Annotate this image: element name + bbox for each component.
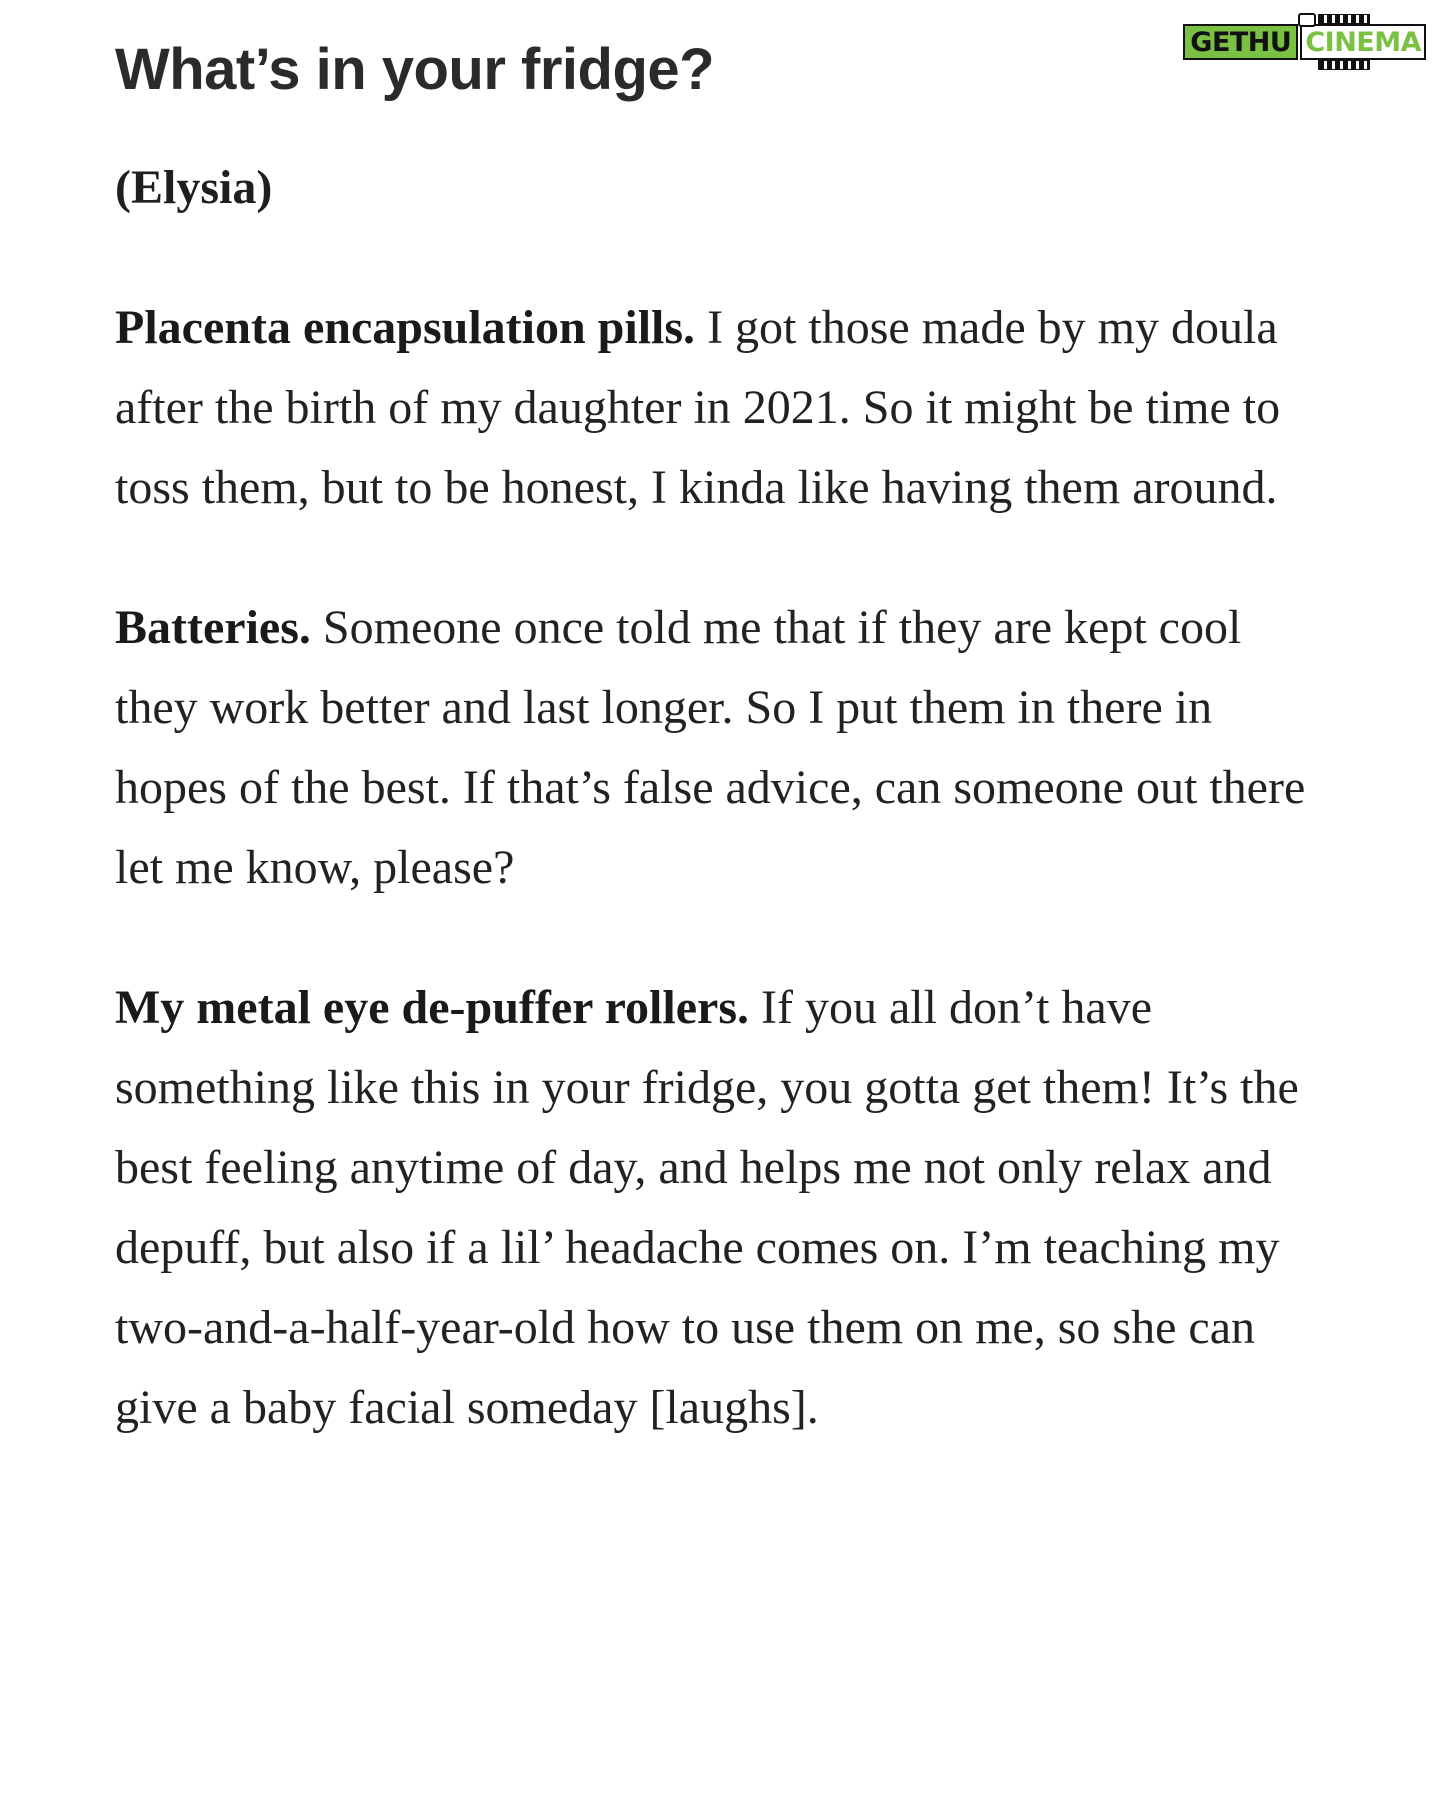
film-strip-icon — [1318, 14, 1370, 24]
answer-item-title: Batteries. — [115, 601, 311, 654]
speaker-byline: (Elysia) — [115, 161, 273, 214]
camera-icon — [1298, 13, 1316, 27]
answer-paragraph — [115, 968, 1330, 1448]
answer-item-text: If you all don’t have something like this in your fridge, you gotta get them! It’s the best feeling anytime of day, and helps me not only relax and depuff, but also if a lil’ headache comes on. I’m teaching my two-and-a-half-year-old how to use them on me, so she can give a baby facial someday [laughs]. — [115, 981, 1299, 1434]
answer-item-text: Someone once told me that if they are kept cool they work better and last longer. So I put them in there in hopes of the best. If that’s false advice, can someone out there let me know, please? — [115, 601, 1306, 894]
answer-item-text: I got those made by my doula after the birth of my daughter in 2021. So it might be time to toss them, but to be honest, I kinda like having them around. — [115, 301, 1281, 514]
answer-item-title: Placenta encapsulation pills. — [115, 301, 696, 354]
watermark-logo-text: CINEMA — [1305, 27, 1421, 58]
watermark-logo-green-block: GETHU — [1183, 24, 1298, 60]
answer-paragraph — [115, 288, 1330, 528]
answer-item-title: My metal eye de-puffer rollers. — [115, 981, 750, 1034]
answer-paragraph — [115, 588, 1330, 908]
article-body — [115, 30, 1330, 1508]
question-heading: What’s in your fridge? — [115, 37, 715, 102]
